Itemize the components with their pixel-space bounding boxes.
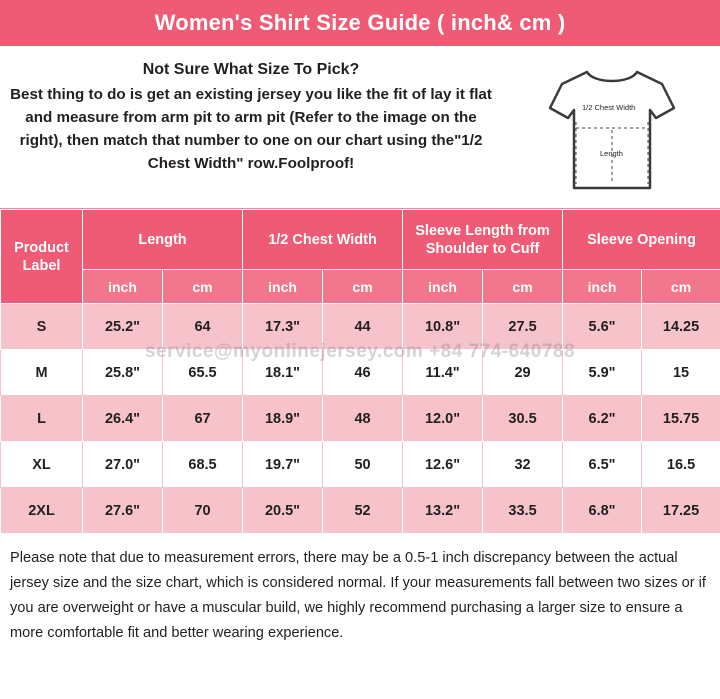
header-unit-5: cm (483, 270, 563, 304)
cell: 16.5 (642, 442, 720, 488)
cell: 26.4" (83, 396, 163, 442)
cell: 12.0" (403, 396, 483, 442)
size-chart-table (0, 209, 720, 534)
cell: 67 (163, 396, 243, 442)
cell: 6.5" (563, 442, 642, 488)
cell: 14.25 (642, 304, 720, 350)
cell: 6.2" (563, 396, 642, 442)
disclaimer-note: Please note that due to measurement errors, there may be a 0.5-1 inch discrepancy between the actual jersey size and the size chart, which is considered normal. If your measurements fall between two sizes or if you are overweight or have a muscular build, we highly recommend purchasing a larger size to ensure a more comfortable fit and better wearing experience. (10, 550, 706, 641)
cell: 11.4" (403, 350, 483, 396)
cell: 12.6" (403, 442, 483, 488)
header-product-label: Product Label (1, 210, 83, 304)
row-size: XL (1, 442, 83, 488)
cell: 65.5 (163, 350, 243, 396)
intro-text (0, 56, 500, 175)
cell: 27.6" (83, 488, 163, 534)
table-row (1, 350, 720, 396)
header-unit-7: cm (642, 270, 720, 304)
svg-text:Length: Length (600, 149, 623, 158)
header-group-sleeve-length: Sleeve Length from Shoulder to Cuff (403, 210, 563, 270)
cell: 44 (323, 304, 403, 350)
table-row (1, 488, 720, 534)
cell: 25.2" (83, 304, 163, 350)
cell: 46 (323, 350, 403, 396)
page-title: Women's Shirt Size Guide ( inch& cm ) (0, 0, 720, 46)
cell: 64 (163, 304, 243, 350)
cell: 27.5 (483, 304, 563, 350)
cell: 15.75 (642, 396, 720, 442)
row-size: L (1, 396, 83, 442)
header-unit-2: inch (243, 270, 323, 304)
intro-heading: Not Sure What Size To Pick? (142, 61, 360, 78)
cell: 5.9" (563, 350, 642, 396)
header-group-length: Length (83, 210, 243, 270)
cell: 15 (642, 350, 720, 396)
cell: 20.5" (243, 488, 323, 534)
cell: 17.3" (243, 304, 323, 350)
cell: 27.0" (83, 442, 163, 488)
header-unit-3: cm (323, 270, 403, 304)
cell: 17.25 (642, 488, 720, 534)
cell: 29 (483, 350, 563, 396)
table-row (1, 442, 720, 488)
cell: 52 (323, 488, 403, 534)
svg-text:1/2 Chest Width: 1/2 Chest Width (582, 103, 636, 112)
cell: 19.7" (243, 442, 323, 488)
cell: 50 (323, 442, 403, 488)
header-group-chest: 1/2 Chest Width (243, 210, 403, 270)
cell: 5.6" (563, 304, 642, 350)
cell: 10.8" (403, 304, 483, 350)
cell: 32 (483, 442, 563, 488)
row-size: 2XL (1, 488, 83, 534)
watermark: service@myonlinejersey.com +84 774-640788 (144, 341, 576, 362)
intro-body: Best thing to do is get an existing jersey you like the fit of lay it flat and measure from arm pit to arm pit (Refer to the image on the right), then match that number to one on our chart using the"1/2 Chest Width" row.Foolproof! (10, 86, 492, 172)
cell: 18.9" (243, 396, 323, 442)
table-header-groups (1, 210, 720, 270)
cell: 68.5 (163, 442, 243, 488)
cell: 70 (163, 488, 243, 534)
cell: 33.5 (483, 488, 563, 534)
header-group-sleeve-opening: Sleeve Opening (563, 210, 720, 270)
shirt-diagram (542, 64, 682, 196)
cell: 18.1" (243, 350, 323, 396)
table-row (1, 304, 720, 350)
table-header-units (1, 270, 720, 304)
table-row (1, 396, 720, 442)
header-unit-6: inch (563, 270, 642, 304)
intro-section (0, 46, 720, 209)
cell: 30.5 (483, 396, 563, 442)
cell: 25.8" (83, 350, 163, 396)
header-unit-4: inch (403, 270, 483, 304)
row-size: M (1, 350, 83, 396)
header-unit-0: inch (83, 270, 163, 304)
cell: 48 (323, 396, 403, 442)
cell: 6.8" (563, 488, 642, 534)
cell: 13.2" (403, 488, 483, 534)
row-size: S (1, 304, 83, 350)
header-unit-1: cm (163, 270, 243, 304)
